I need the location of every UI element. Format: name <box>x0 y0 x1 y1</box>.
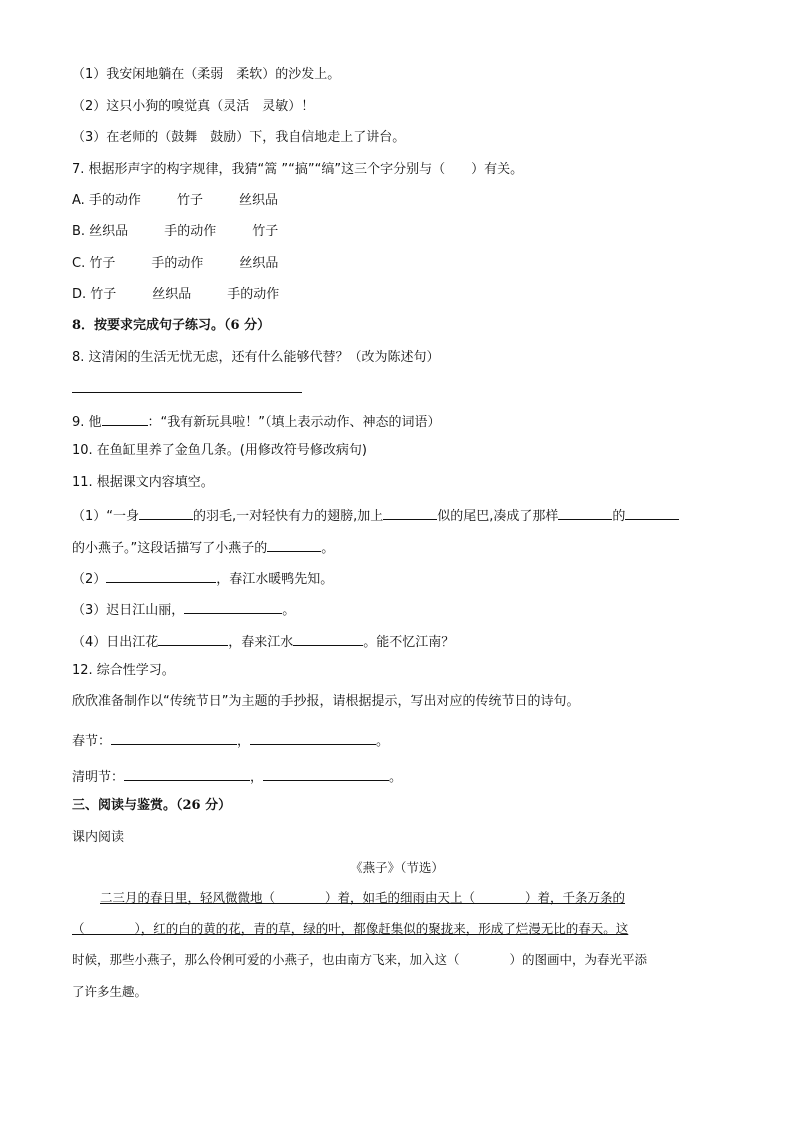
blank-11-1-d[interactable] <box>625 505 679 520</box>
option-d-part-3: 手的动作 <box>227 287 280 302</box>
question-9-end: ：“我有新玩具啦！”（填上表示动作、神态的词语） <box>147 415 441 430</box>
qingming-line <box>72 766 402 787</box>
answer-line-8[interactable] <box>72 378 302 399</box>
question-11-4-part-2: ，春来江水 <box>228 635 294 650</box>
question-6-item-3: （3）在老师的（鼓舞 鼓励）下，我自信地走上了讲台。 <box>72 130 406 145</box>
option-a-part-1: A. 手的动作 <box>72 193 141 208</box>
option-d-part-1: D. 竹子 <box>72 287 117 302</box>
option-b-part-2: 手的动作 <box>164 224 217 239</box>
blank-11-1-b[interactable] <box>383 505 437 520</box>
question-11: 11. 根据课文内容填空。 <box>72 475 214 490</box>
period: 。 <box>376 734 390 749</box>
question-11-2-part-1: （2） <box>72 572 107 587</box>
question-11-3-part-1: （3）迟日江山丽， <box>72 603 185 618</box>
blank-spring-1[interactable] <box>111 730 237 745</box>
question-10: 10. 在鱼缸里养了金鱼几条。(用修改符号修改病句) <box>72 443 367 458</box>
blank-11-4-a[interactable] <box>158 631 228 646</box>
question-11-3-part-2: 。 <box>282 603 296 618</box>
blank-qingming-2[interactable] <box>263 766 389 781</box>
question-11-1-part-6: 。 <box>321 541 335 556</box>
question-12: 12. 综合性学习。 <box>72 663 175 678</box>
passage-blank-span: （ ） <box>72 921 141 936</box>
comma: ， <box>237 734 251 749</box>
reading-label: 课内阅读 <box>72 830 125 845</box>
question-8: 8. 这清闲的生活无忧无虑，还有什么能够代替？（改为陈述句） <box>72 350 440 365</box>
question-11-1-part-3: 似的尾巴,凑成了那样 <box>437 509 559 524</box>
option-c <box>72 255 278 273</box>
question-6-item-2: （2）这只小狗的嗅觉真（灵活 灵敏）！ <box>72 99 315 114</box>
option-c-part-1: C. 竹子 <box>72 256 116 271</box>
spring-festival-line <box>72 730 389 751</box>
question-11-3 <box>72 599 295 620</box>
section-3-heading: 三、阅读与鉴赏。（26 分） <box>72 798 232 813</box>
question-11-4-part-1: （4）日出江花 <box>72 635 159 650</box>
question-11-1-part-2: 的羽毛,一对轻快有力的翅膀,加上 <box>193 509 384 524</box>
option-d <box>72 286 279 304</box>
option-b <box>72 223 278 241</box>
option-b-part-1: B. 丝织品 <box>72 224 129 239</box>
option-d-part-2: 丝织品 <box>152 287 192 302</box>
comma: ， <box>250 770 264 785</box>
option-c-part-3: 丝织品 <box>239 256 279 271</box>
question-11-1-part-1: （1）“一身 <box>72 509 140 524</box>
blank-11-2[interactable] <box>106 568 216 583</box>
passage-title: 《燕子》（节选） <box>350 860 444 875</box>
passage-line-4: 了许多生趣。 <box>72 984 148 999</box>
passage-line-2-text: ，红的白的黄的花，青的草，绿的叶，都像赶集似的聚拢来，形成了烂漫无比的春天。这 <box>140 921 629 936</box>
spring-festival-label: 春节： <box>72 734 112 749</box>
question-11-2-part-2: ，春江水暖鸭先知。 <box>216 572 334 587</box>
question-11-2 <box>72 568 333 589</box>
question-6-item-1: （1）我安闲地躺在（柔弱 柔软）的沙发上。 <box>72 67 341 82</box>
blank-9[interactable] <box>102 411 148 426</box>
option-a <box>72 192 278 210</box>
question-11-1-line-2 <box>72 537 334 558</box>
blank-11-4-b[interactable] <box>293 631 363 646</box>
question-9 <box>72 411 441 432</box>
question-11-1-part-4: 的 <box>612 509 626 524</box>
blank-spring-2[interactable] <box>250 730 376 745</box>
question-11-1-line-1 <box>72 505 679 526</box>
question-9-start: 9. 他 <box>72 415 102 430</box>
option-a-part-3: 丝织品 <box>238 193 278 208</box>
question-11-4 <box>72 631 454 652</box>
section-8-heading: 8．按要求完成句子练习。（6 分） <box>72 318 271 333</box>
blank-11-1-c[interactable] <box>558 505 612 520</box>
blank-11-3[interactable] <box>184 599 282 614</box>
question-11-1-part-5: 的小燕子。”这段话描写了小燕子的 <box>72 541 268 556</box>
passage-line-1: 二三月的春日里，轻风微微地（ ）着，如毛的细雨由天上（ ）着，千条万条的 <box>100 890 626 905</box>
option-c-part-2: 手的动作 <box>151 256 204 271</box>
blank-qingming-1[interactable] <box>124 766 250 781</box>
passage-line-3: 时候，那些小燕子，那么伶俐可爱的小燕子，也由南方飞来，加入这（ ）的图画中，为春光平添 <box>72 952 648 967</box>
question-11-4-part-3: 。能不忆江南？ <box>363 635 455 650</box>
option-b-part-3: 竹子 <box>252 224 279 239</box>
question-12-description: 欣欣准备制作以“传统节日”为主题的手抄报，请根据提示，写出对应的传统节日的诗句。 <box>72 694 580 709</box>
period: 。 <box>389 770 403 785</box>
qingming-label: 清明节： <box>72 770 125 785</box>
blank-11-1-a[interactable] <box>139 505 193 520</box>
option-a-part-2: 竹子 <box>176 193 203 208</box>
passage-line-2 <box>72 920 628 938</box>
question-7: 7. 根据形声字的构字规律，我猜“篙 ”“搞”“缟”这三个字分别与（ ）有关。 <box>72 162 524 177</box>
blank-11-1-e[interactable] <box>267 537 321 552</box>
